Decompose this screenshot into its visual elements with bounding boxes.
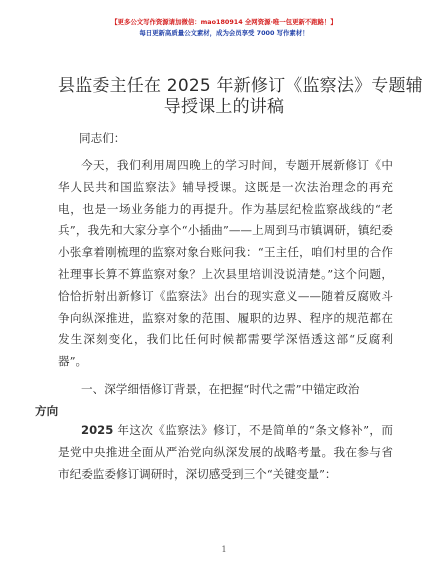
section-heading-text: 一、深学细悟修订背景，在把握“时代之需”中锚定政治 (81, 382, 360, 396)
paragraph-background-text: 年这次《监察法》修订，不是简单的“条文修补”，而是党中央推进全面从严治党向纵深发展的战略考量。我在参与省市纪委监委修订调研时，深切感受到三个“关键变量”： (58, 423, 393, 481)
promo-banner-line-2: 每日更新高质量公文素材，成为会员享受 7000 写作素材！ (139, 29, 309, 37)
section-heading-tail: 方向 (35, 403, 59, 418)
paragraph-intro: 今天，我们利用周四晚上的学习时间，专题开展新修订《中华人民共和国监察法》辅导授课。这既是一次法治理念的再充电，也是一场业务能力的再提升。作为基层纪检监察战线的“老兵”，我先和大家分享个“小插曲”——上周到马市镇调研，镇纪委小张拿着刚梳理的监察对象台账问我：“王主任，咱们村里的合作社理事长算不算监察对象？上次县里培训没说清楚。”这个问题，恰恰折射出新修订《监察法》出台的现实意义——随着反腐败斗争向纵深推进，监察对象的范围、履职的边界、程序的规范都在发生深刻变化，我们比任何时候都需要学深悟透这部“反腐利器”。 (58, 158, 393, 369)
document-title (58, 76, 423, 118)
promo-banner-line-1: 【更多公文写作资源请加微信：mao180914 全网资源·唯一包更新不跑路！】 (111, 18, 337, 26)
paragraph-background (58, 420, 393, 485)
section-heading-1 (35, 379, 393, 423)
paragraph-year: 2025 (81, 423, 114, 437)
title-line-1: 县监委主任在 2025 年新修订《监察法》专题辅 (58, 76, 423, 96)
page-number: 1 (221, 545, 227, 554)
greeting: 同志们： (79, 131, 126, 145)
title-line-2: 导授课上的讲稿 (163, 97, 285, 117)
